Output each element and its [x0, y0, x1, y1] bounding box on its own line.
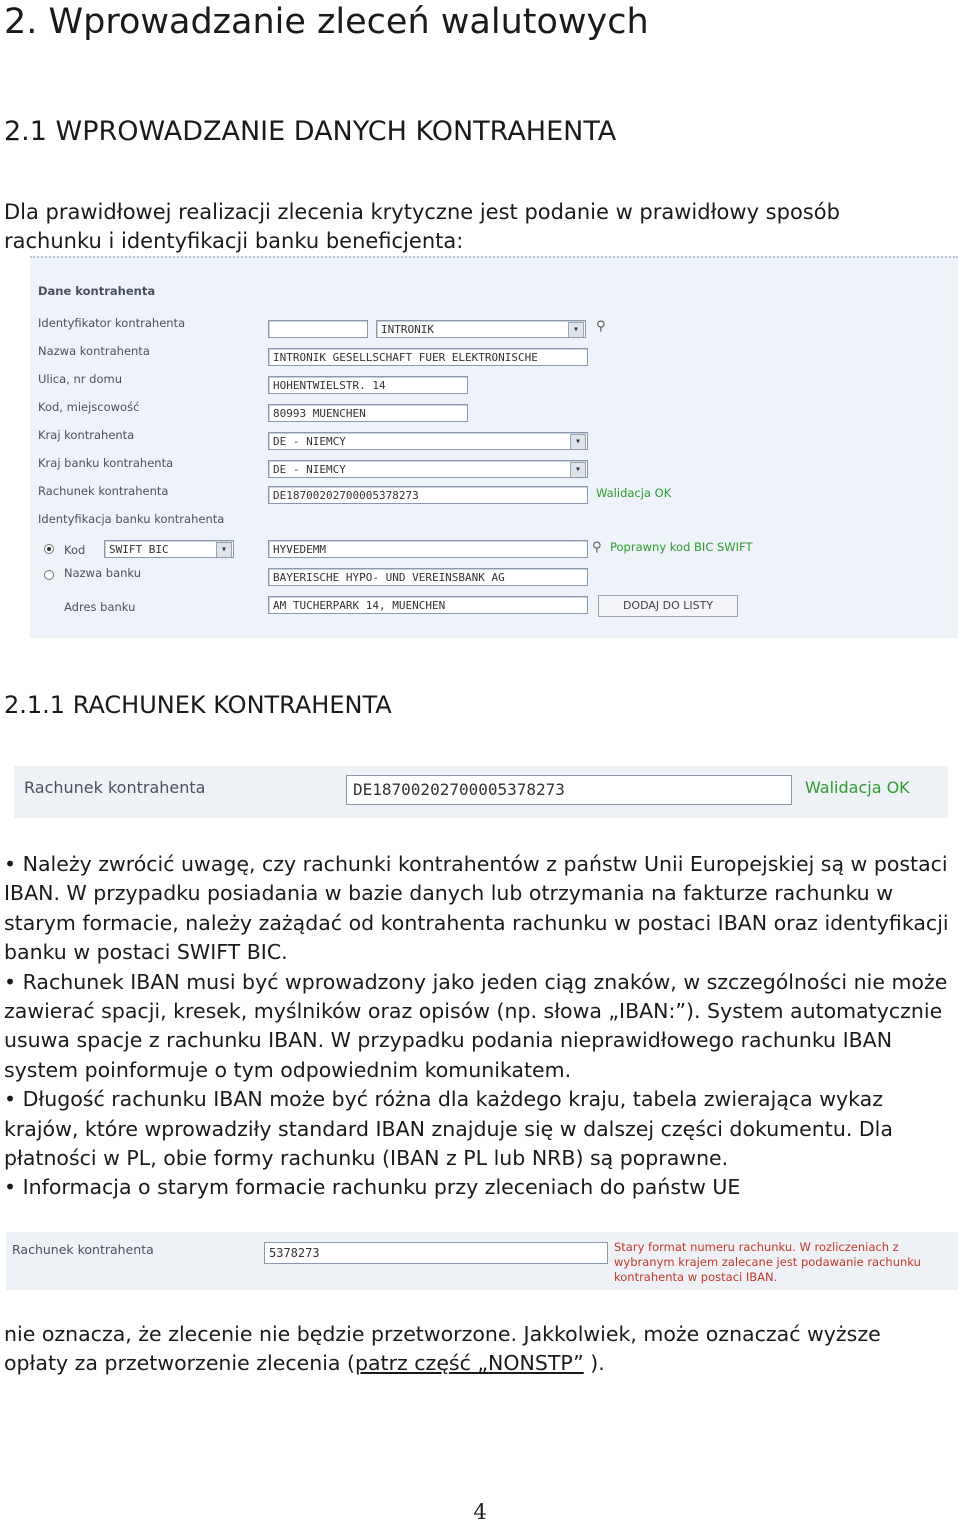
form-title: Dane kontrahenta — [38, 284, 156, 298]
nazwa-banku-input[interactable]: BAYERISCHE HYPO- UND VEREINSBANK AG — [268, 568, 588, 586]
final-paragraph — [4, 1320, 950, 1379]
nonstp-link[interactable]: patrz część „NONSTP” — [354, 1351, 584, 1376]
search-icon[interactable]: ⚲ — [596, 319, 606, 334]
bullet-item: • Długość rachunku IBAN może być różna dla każdego kraju, tabela zwierająca wykaz krajów, które wprowadziły standard IBAN znajduje się w dalszej części dokumentu. Dla płatności w PL, obie formy rachunku (IBAN z PL lub NRB) są poprawne. — [4, 1087, 893, 1171]
label-rachunek: Rachunek kontrahenta — [38, 484, 169, 498]
validation-ok: Walidacja OK — [596, 486, 672, 500]
old-account-input[interactable]: 5378273 — [264, 1242, 608, 1264]
add-to-list-button[interactable]: DODAJ DO LISTY — [598, 595, 738, 617]
nazwa-input[interactable]: INTRONIK GESELLSCHAFT FUER ELEKTRONISCHE — [268, 348, 588, 366]
label-radio-kod: Kod — [64, 543, 86, 557]
label-adres: Adres banku — [64, 600, 136, 614]
account-box — [14, 766, 948, 818]
label-identyfikator: Identyfikator kontrahenta — [38, 316, 186, 330]
search-icon-bic[interactable]: ⚲ — [592, 540, 602, 555]
identyfikator-select[interactable]: INTRONIK ▾ — [376, 320, 586, 338]
bic-ok: Poprawny kod BIC SWIFT — [610, 540, 753, 554]
rachunek-input[interactable]: DE18700202700005378273 — [268, 486, 588, 504]
label-radio-nazwa: Nazwa banku — [64, 566, 142, 580]
counterparty-form — [30, 256, 958, 638]
old-format-box — [6, 1232, 958, 1290]
label-kraj-banku: Kraj banku kontrahenta — [38, 456, 174, 470]
bullet-item: • Informacja o starym formacie rachunku przy zleceniach do państw UE — [4, 1175, 741, 1200]
label-kod: Kod, miejscowość — [38, 400, 140, 414]
account-input[interactable]: DE18700202700005378273 — [346, 775, 792, 805]
kod-input[interactable]: 80993 MUENCHEN — [268, 404, 468, 422]
ulica-input[interactable]: HOHENTWIELSTR. 14 — [268, 376, 468, 394]
identyfikator-input[interactable] — [268, 320, 368, 338]
subsection-heading: 2.1.1 RACHUNEK KONTRAHENTA — [4, 691, 392, 719]
label-nazwa: Nazwa kontrahenta — [38, 344, 150, 358]
page-number: 4 — [473, 1500, 487, 1524]
label-id-banku: Identyfikacja banku kontrahenta — [38, 512, 225, 526]
section-heading: 2.1 WPROWADZANIE DANYCH KONTRAHENTA — [4, 116, 617, 147]
radio-nazwa[interactable] — [44, 570, 54, 580]
bic-input[interactable]: HYVEDEMM — [268, 540, 588, 558]
old-format-message: Stary format numeru rachunku. W rozliczeniach z wybranym krajem zalecane jest podawanie rachunku kontrahenta w postaci IBAN. — [614, 1240, 921, 1284]
final-text: nie oznacza, że zlecenie nie będzie przetworzone. Jakkolwiek, może oznaczać wyższe opłaty za przetworzenie zlecenia ( — [4, 1322, 881, 1376]
old-account-label: Rachunek kontrahenta — [12, 1242, 154, 1257]
kraj-banku-select[interactable]: DE - NIEMCY ▾ — [268, 460, 588, 478]
radio-kod[interactable] — [44, 544, 54, 554]
bullet-item: • Należy zwrócić uwagę, czy rachunki kontrahentów z państw Unii Europejskiej są w postaci IBAN. W przypadku posiadania w bazie danych lub otrzymania na fakturze rachunku w starym formacie, należy zażądać od kontrahenta rachunku w postaci IBAN oraz identyfikacji banku w postaci SWIFT BIC. — [4, 852, 949, 965]
final-end: ). — [583, 1351, 605, 1376]
intro-paragraph: Dla prawidłowej realizacji zlecenia krytyczne jest podanie w prawidłowy sposób rachunku i identyfikacji banku beneficjenta: — [4, 200, 840, 253]
bic-type-select[interactable]: SWIFT BIC ▾ — [104, 540, 234, 558]
label-ulica: Ulica, nr domu — [38, 372, 122, 386]
label-kraj: Kraj kontrahenta — [38, 428, 135, 442]
adres-banku-input[interactable]: AM TUCHERPARK 14, MUENCHEN — [268, 596, 588, 614]
kraj-select[interactable]: DE - NIEMCY ▾ — [268, 432, 588, 450]
bullet-item: • Rachunek IBAN musi być wprowadzony jako jeden ciąg znaków, w szczególności nie może zawierać spacji, kresek, myślników oraz opisów (np. słowa „IBAN:”). System automatycznie usuwa spacje z rachunku IBAN. W przypadku podania nieprawidłowego rachunku IBAN system poinformuje o tym odpowiednim komunikatem. — [4, 969, 948, 1082]
bullet-list — [4, 850, 950, 1203]
page-title: 2. Wprowadzanie zleceń walutowych — [4, 2, 649, 42]
account-status: Walidacja OK — [805, 778, 910, 797]
account-label: Rachunek kontrahenta — [24, 778, 206, 797]
